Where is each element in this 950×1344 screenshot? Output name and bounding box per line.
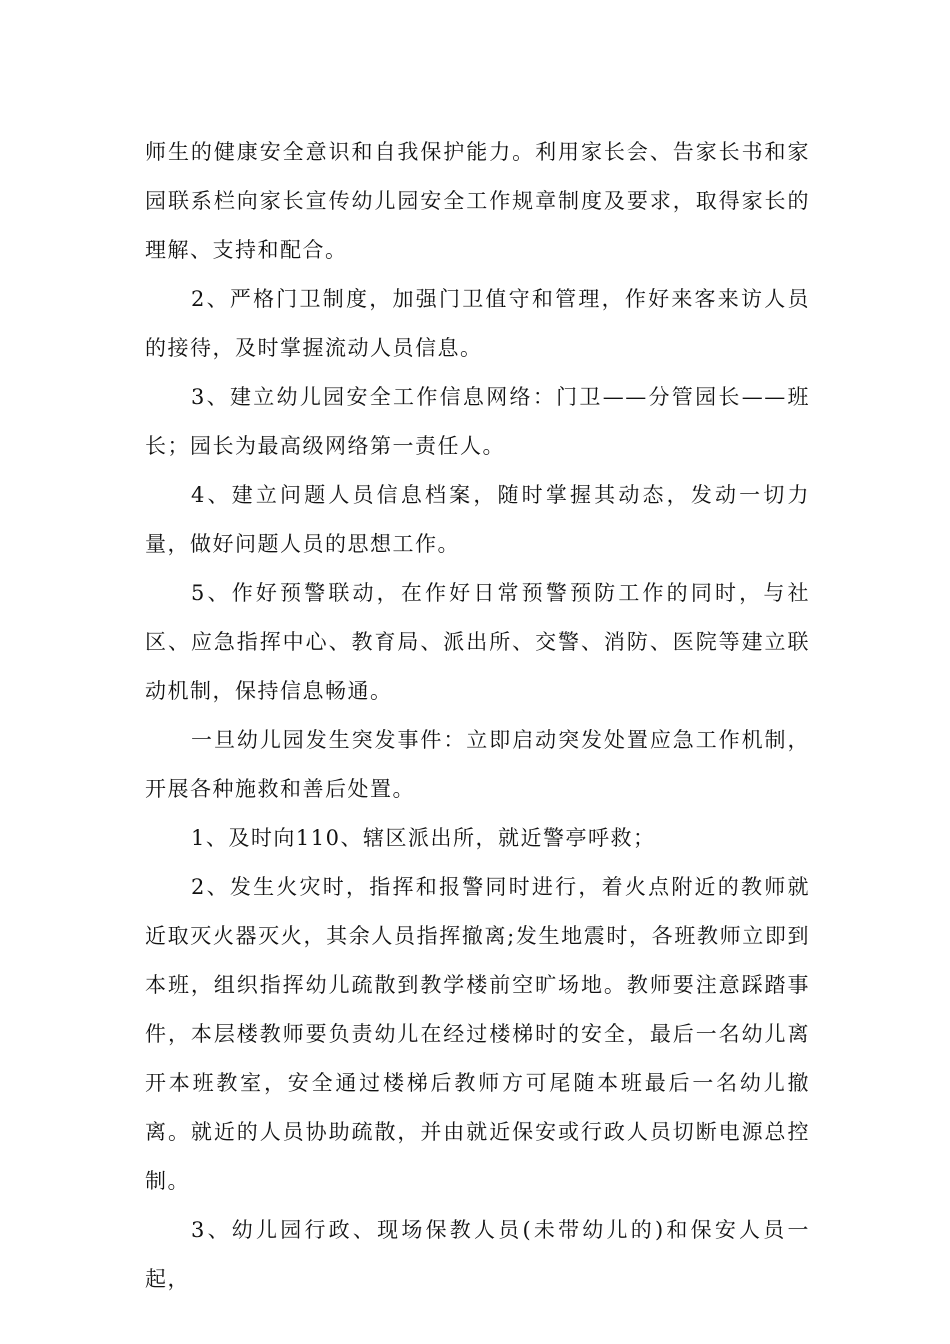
- paragraph-5: 5、作好预警联动，在作好日常预警预防工作的同时，与社区、应急指挥中心、教育局、派出所、交警、消防、医院等建立联动机制，保持信息畅通。: [145, 581, 810, 703]
- paragraph-8: 2、发生火灾时，指挥和报警同时进行，着火点附近的教师就近取灭火器灭火，其余人员指挥撤离;发生地震时，各班教师立即到本班，组织指挥幼儿疏散到教学楼前空旷场地。教师要注意踩踏事件，本层楼教师要负责幼儿在经过楼梯时的安全，最后一名幼儿离开本班教室，安全通过楼梯后教师方可尾随本班最后一名幼儿撤离。就近的人员协助疏散，并由就近保安或行政人员切断电源总控制。: [145, 875, 810, 1193]
- paragraph-9: 3、幼儿园行政、现场保教人员(未带幼儿的)和保安人员一起，: [145, 1218, 810, 1291]
- paragraph-1: 师生的健康安全意识和自我保护能力。利用家长会、告家长书和家园联系栏向家长宣传幼儿园安全工作规章制度及要求，取得家长的理解、支持和配合。: [145, 140, 810, 262]
- paragraph-3: 3、建立幼儿园安全工作信息网络：门卫——分管园长——班长；园长为最高级网络第一责任人。: [145, 385, 810, 458]
- paragraph-2: 2、严格门卫制度，加强门卫值守和管理，作好来客来访人员的接待，及时掌握流动人员信息。: [145, 287, 810, 360]
- paragraph-7: 1、及时向110、辖区派出所，就近警亭呼救；: [191, 826, 656, 850]
- document-body: [145, 128, 810, 1304]
- paragraph-6: 一旦幼儿园发生突发事件：立即启动突发处置应急工作机制，开展各种施救和善后处置。: [145, 728, 810, 801]
- paragraph-4: 4、建立问题人员信息档案，随时掌握其动态，发动一切力量，做好问题人员的思想工作。: [145, 483, 810, 556]
